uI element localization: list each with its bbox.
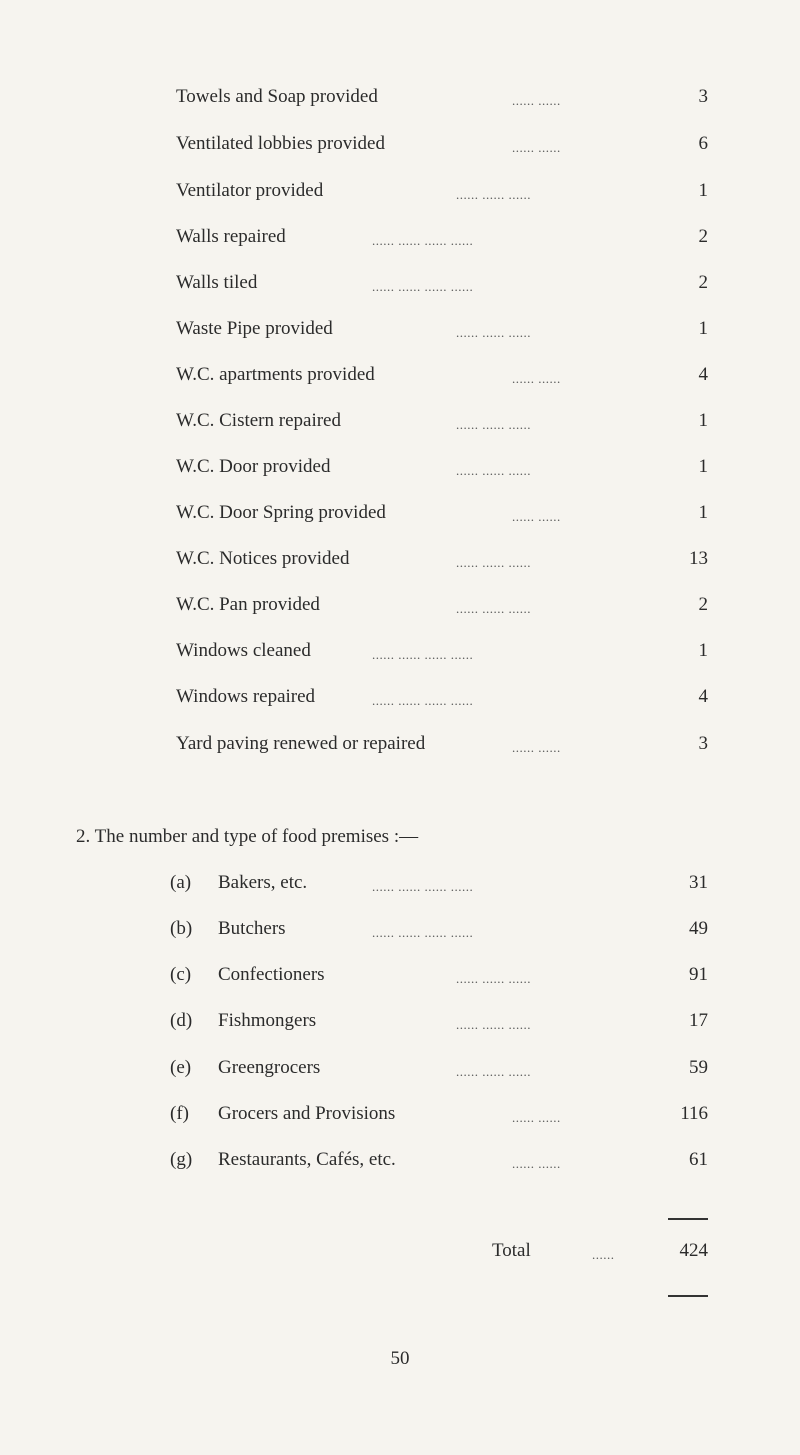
item-label: W.C. Door Spring provided (176, 502, 386, 523)
item-label: Yard paving renewed or repaired (176, 733, 426, 754)
item-value: 4 (698, 364, 708, 385)
item-label: Confectioners (218, 964, 325, 985)
leader-dots: ...... ...... ...... ...... (372, 279, 474, 294)
list-item (0, 640, 800, 670)
item-value: 31 (689, 872, 708, 893)
leader-dots: ...... ...... ...... (456, 417, 531, 432)
item-value: 1 (698, 502, 708, 523)
list-item (0, 86, 800, 116)
total-label: Total (492, 1240, 531, 1261)
leader-dots: ...... ...... ...... (456, 325, 531, 340)
leader-dots: ...... ...... ...... ...... (372, 925, 474, 940)
item-value: 1 (698, 180, 708, 201)
leader-dots: ...... ...... (512, 371, 561, 386)
item-label: Grocers and Provisions (218, 1103, 396, 1124)
item-label: Towels and Soap provided (176, 86, 378, 107)
total-row (0, 1240, 800, 1270)
list-item (0, 456, 800, 486)
item-value: 3 (698, 86, 708, 107)
item-letter: (e) (170, 1057, 192, 1078)
item-letter: (f) (170, 1103, 189, 1124)
item-letter: (b) (170, 918, 193, 939)
leader-dots: ...... ...... ...... (456, 463, 531, 478)
item-label: Windows repaired (176, 686, 316, 707)
item-value: 91 (689, 964, 708, 985)
item-value: 6 (698, 133, 708, 154)
item-value: 4 (698, 686, 708, 707)
item-value: 1 (698, 456, 708, 477)
item-label: Walls repaired (176, 226, 286, 247)
list-item (0, 686, 800, 716)
item-label: Ventilated lobbies provided (176, 133, 385, 154)
leader-dots: ...... ...... ...... ...... (372, 879, 474, 894)
item-label: Fishmongers (218, 1010, 317, 1031)
item-label: Windows cleaned (176, 640, 311, 661)
item-value: 13 (689, 548, 708, 569)
list-item (0, 964, 800, 994)
list-item (0, 410, 800, 440)
item-label: Restaurants, Cafés, etc. (218, 1149, 396, 1170)
leader-dots: ...... ...... ...... ...... (372, 233, 474, 248)
list-item (0, 502, 800, 532)
leader-dots: ...... ...... ...... (456, 187, 531, 202)
total-rule-top (668, 1218, 708, 1220)
leader-dots: ...... ...... (512, 1156, 561, 1171)
item-value: 2 (698, 594, 708, 615)
leader-dots: ...... ...... ...... (456, 601, 531, 616)
list-item (0, 548, 800, 578)
item-label: W.C. apartments provided (176, 364, 375, 385)
list-item (0, 1149, 800, 1179)
item-label: W.C. Notices provided (176, 548, 350, 569)
list-item (0, 1010, 800, 1040)
item-value: 61 (689, 1149, 708, 1170)
section-title: 2. The number and type of food premises :— (76, 826, 419, 847)
item-value: 2 (698, 272, 708, 293)
leader-dots: ...... ...... (512, 140, 561, 155)
total-rule-bottom (668, 1295, 708, 1297)
item-value: 116 (680, 1103, 708, 1124)
list-item (0, 1057, 800, 1087)
leader-dots: ...... ...... ...... ...... (372, 647, 474, 662)
item-value: 2 (698, 226, 708, 247)
leader-dots: ...... ...... ...... (456, 971, 531, 986)
leader-dots: ...... (592, 1247, 615, 1262)
leader-dots: ...... ...... ...... ...... (372, 693, 474, 708)
list-item (0, 318, 800, 348)
list-item (0, 1103, 800, 1133)
list-item (0, 226, 800, 256)
leader-dots: ...... ...... (512, 1110, 561, 1125)
item-value: 49 (689, 918, 708, 939)
item-label: W.C. Door provided (176, 456, 331, 477)
item-label: W.C. Pan provided (176, 594, 320, 615)
item-label: Walls tiled (176, 272, 258, 293)
item-value: 59 (689, 1057, 708, 1078)
item-label: Ventilator provided (176, 180, 324, 201)
page-number: 50 (390, 1348, 410, 1369)
leader-dots: ...... ...... ...... (456, 1017, 531, 1032)
item-label: Greengrocers (218, 1057, 321, 1078)
total-value: 424 (679, 1240, 708, 1261)
leader-dots: ...... ...... ...... (456, 1064, 531, 1079)
item-value: 1 (698, 318, 708, 339)
list-item (0, 594, 800, 624)
list-item (0, 364, 800, 394)
item-letter: (c) (170, 964, 192, 985)
item-letter: (a) (170, 872, 192, 893)
item-value: 3 (698, 733, 708, 754)
leader-dots: ...... ...... ...... (456, 555, 531, 570)
leader-dots: ...... ...... (512, 509, 561, 524)
list-item (0, 872, 800, 902)
item-label: Butchers (218, 918, 286, 939)
leader-dots: ...... ...... (512, 93, 561, 108)
leader-dots: ...... ...... (512, 740, 561, 755)
item-label: Waste Pipe provided (176, 318, 333, 339)
item-value: 1 (698, 410, 708, 431)
item-label: W.C. Cistern repaired (176, 410, 341, 431)
item-value: 17 (689, 1010, 708, 1031)
list-item (0, 918, 800, 948)
item-value: 1 (698, 640, 708, 661)
item-letter: (g) (170, 1149, 193, 1170)
list-item (0, 133, 800, 163)
list-item (0, 733, 800, 763)
list-item (0, 180, 800, 210)
list-item (0, 272, 800, 302)
item-letter: (d) (170, 1010, 193, 1031)
item-label: Bakers, etc. (218, 872, 308, 893)
